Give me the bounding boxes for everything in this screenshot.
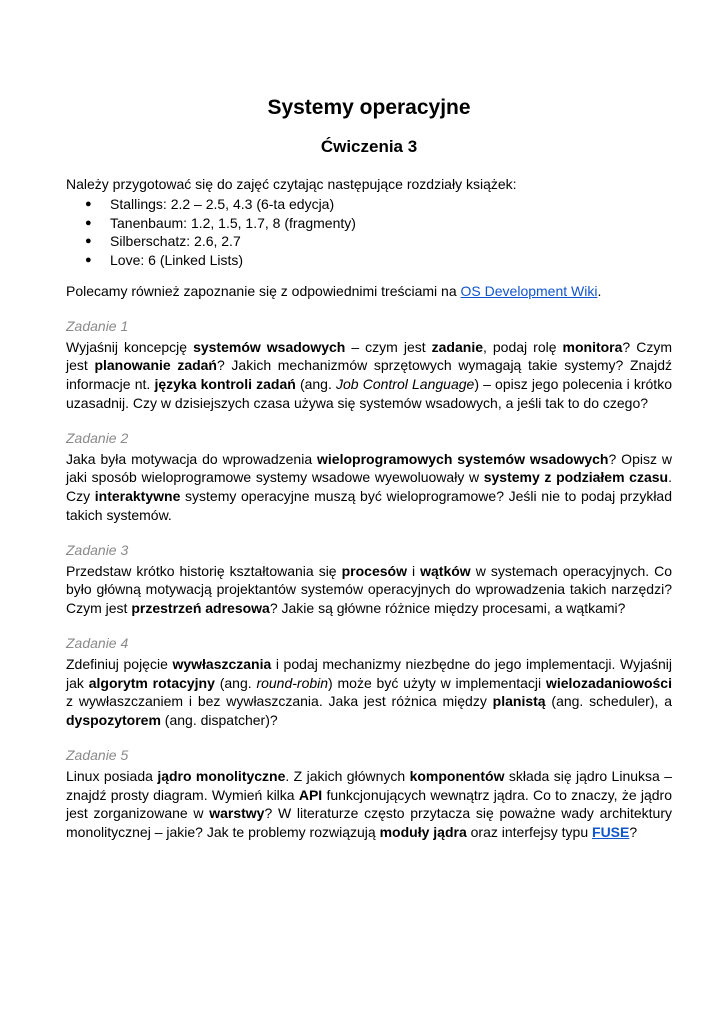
task-1-text: Wyjaśnij koncepcję systemów wsadowych – czym jest zadanie, podaj rolę monitora? Czym jest planowanie zadań? Jakich mechanizmów sprzętowych wymagają takie systemy? Znajdź informacje nt. języka kontroli zadań (ang. Job Control Language) – opisz jego polecenia i krótko uzasadnij. Czy w dzisiejszych czasa używa się systemów wsadowych, a jeśli tak to do czego?	[66, 338, 672, 411]
reading-list-item: ● Silberschatz: 2.6, 2.7	[66, 232, 672, 251]
os-dev-wiki-link[interactable]: OS Development Wiki	[460, 282, 598, 299]
reading-intro: Należy przygotować się do zajęć czytając następujące rozdziały książek:	[66, 176, 517, 192]
task-4-label: Zadanie 4	[66, 634, 129, 651]
task-4-text: Zdefiniuj pojęcie wywłaszczania i podaj mechanizmy niezbędne do jego implementacji. Wyjaśnij jak algorytm rotacyjny (ang. round-robin) może być użyty w implementacji wielozadaniowości z wywłaszczaniem i bez wywłaszczania. Jaka jest różnica między planistą (ang. scheduler), a dyspozytorem (ang. dispatcher)?	[66, 655, 673, 729]
reading-list-item: ● Stallings: 2.2 – 2.5, 4.3 (6-ta edycja)	[66, 195, 672, 214]
task-1-label: Zadanie 1	[66, 317, 129, 334]
document-title: Systemy operacyjne	[267, 96, 471, 119]
task-2-text: Jaka była motywacja do wprowadzenia wieloprogramowych systemów wsadowych? Opisz w jaki sposób wieloprogramowe systemy wsadowe wyewoluowały w systemy z podziałem czasu. Czy interaktywne systemy operacyjne muszą być wieloprogramowe? Jeśli nie to podaj przykład takich systemów.	[66, 450, 672, 523]
wiki-recommendation: Polecamy również zapoznanie się z odpowiednimi treściami na OS Development Wiki.	[66, 282, 602, 299]
reading-list-item: ● Love: 6 (Linked Lists)	[66, 251, 672, 270]
task-5-text: Linux posiada jądro monolityczne. Z jakich głównych komponentów składa się jądro Linuksa – znajdź prosty diagram. Wymień kilka API funkcjonujących wewnątrz jądra. Co to znaczy, że jądro jest zorganizowane w warstwy? W literaturze często przytacza się poważne wady architektury monolitycznej – jakie? Jak te problemy rozwiązują moduły jądra oraz interfejsy typu FUSE?	[66, 767, 673, 841]
task-3-label: Zadanie 3	[66, 541, 129, 558]
task-5-label: Zadanie 5	[66, 746, 129, 763]
reading-list	[66, 195, 672, 270]
task-3-text: Przedstaw krótko historię kształtowania się procesów i wątków w systemach operacyjnych. Co było główną motywacją projektantów systemów operacyjnych do wprowadzenia takich narzędzi? Czym jest przestrzeń adresowa? Jakie są główne różnice między procesami, a wątkami?	[66, 562, 673, 617]
fuse-link[interactable]: FUSE	[592, 824, 630, 841]
task-2-label: Zadanie 2	[66, 429, 129, 446]
reading-list-item: ● Tanenbaum: 1.2, 1.5, 1.7, 8 (fragmenty)	[66, 214, 672, 233]
document-subtitle: Ćwiczenia 3	[320, 137, 418, 156]
